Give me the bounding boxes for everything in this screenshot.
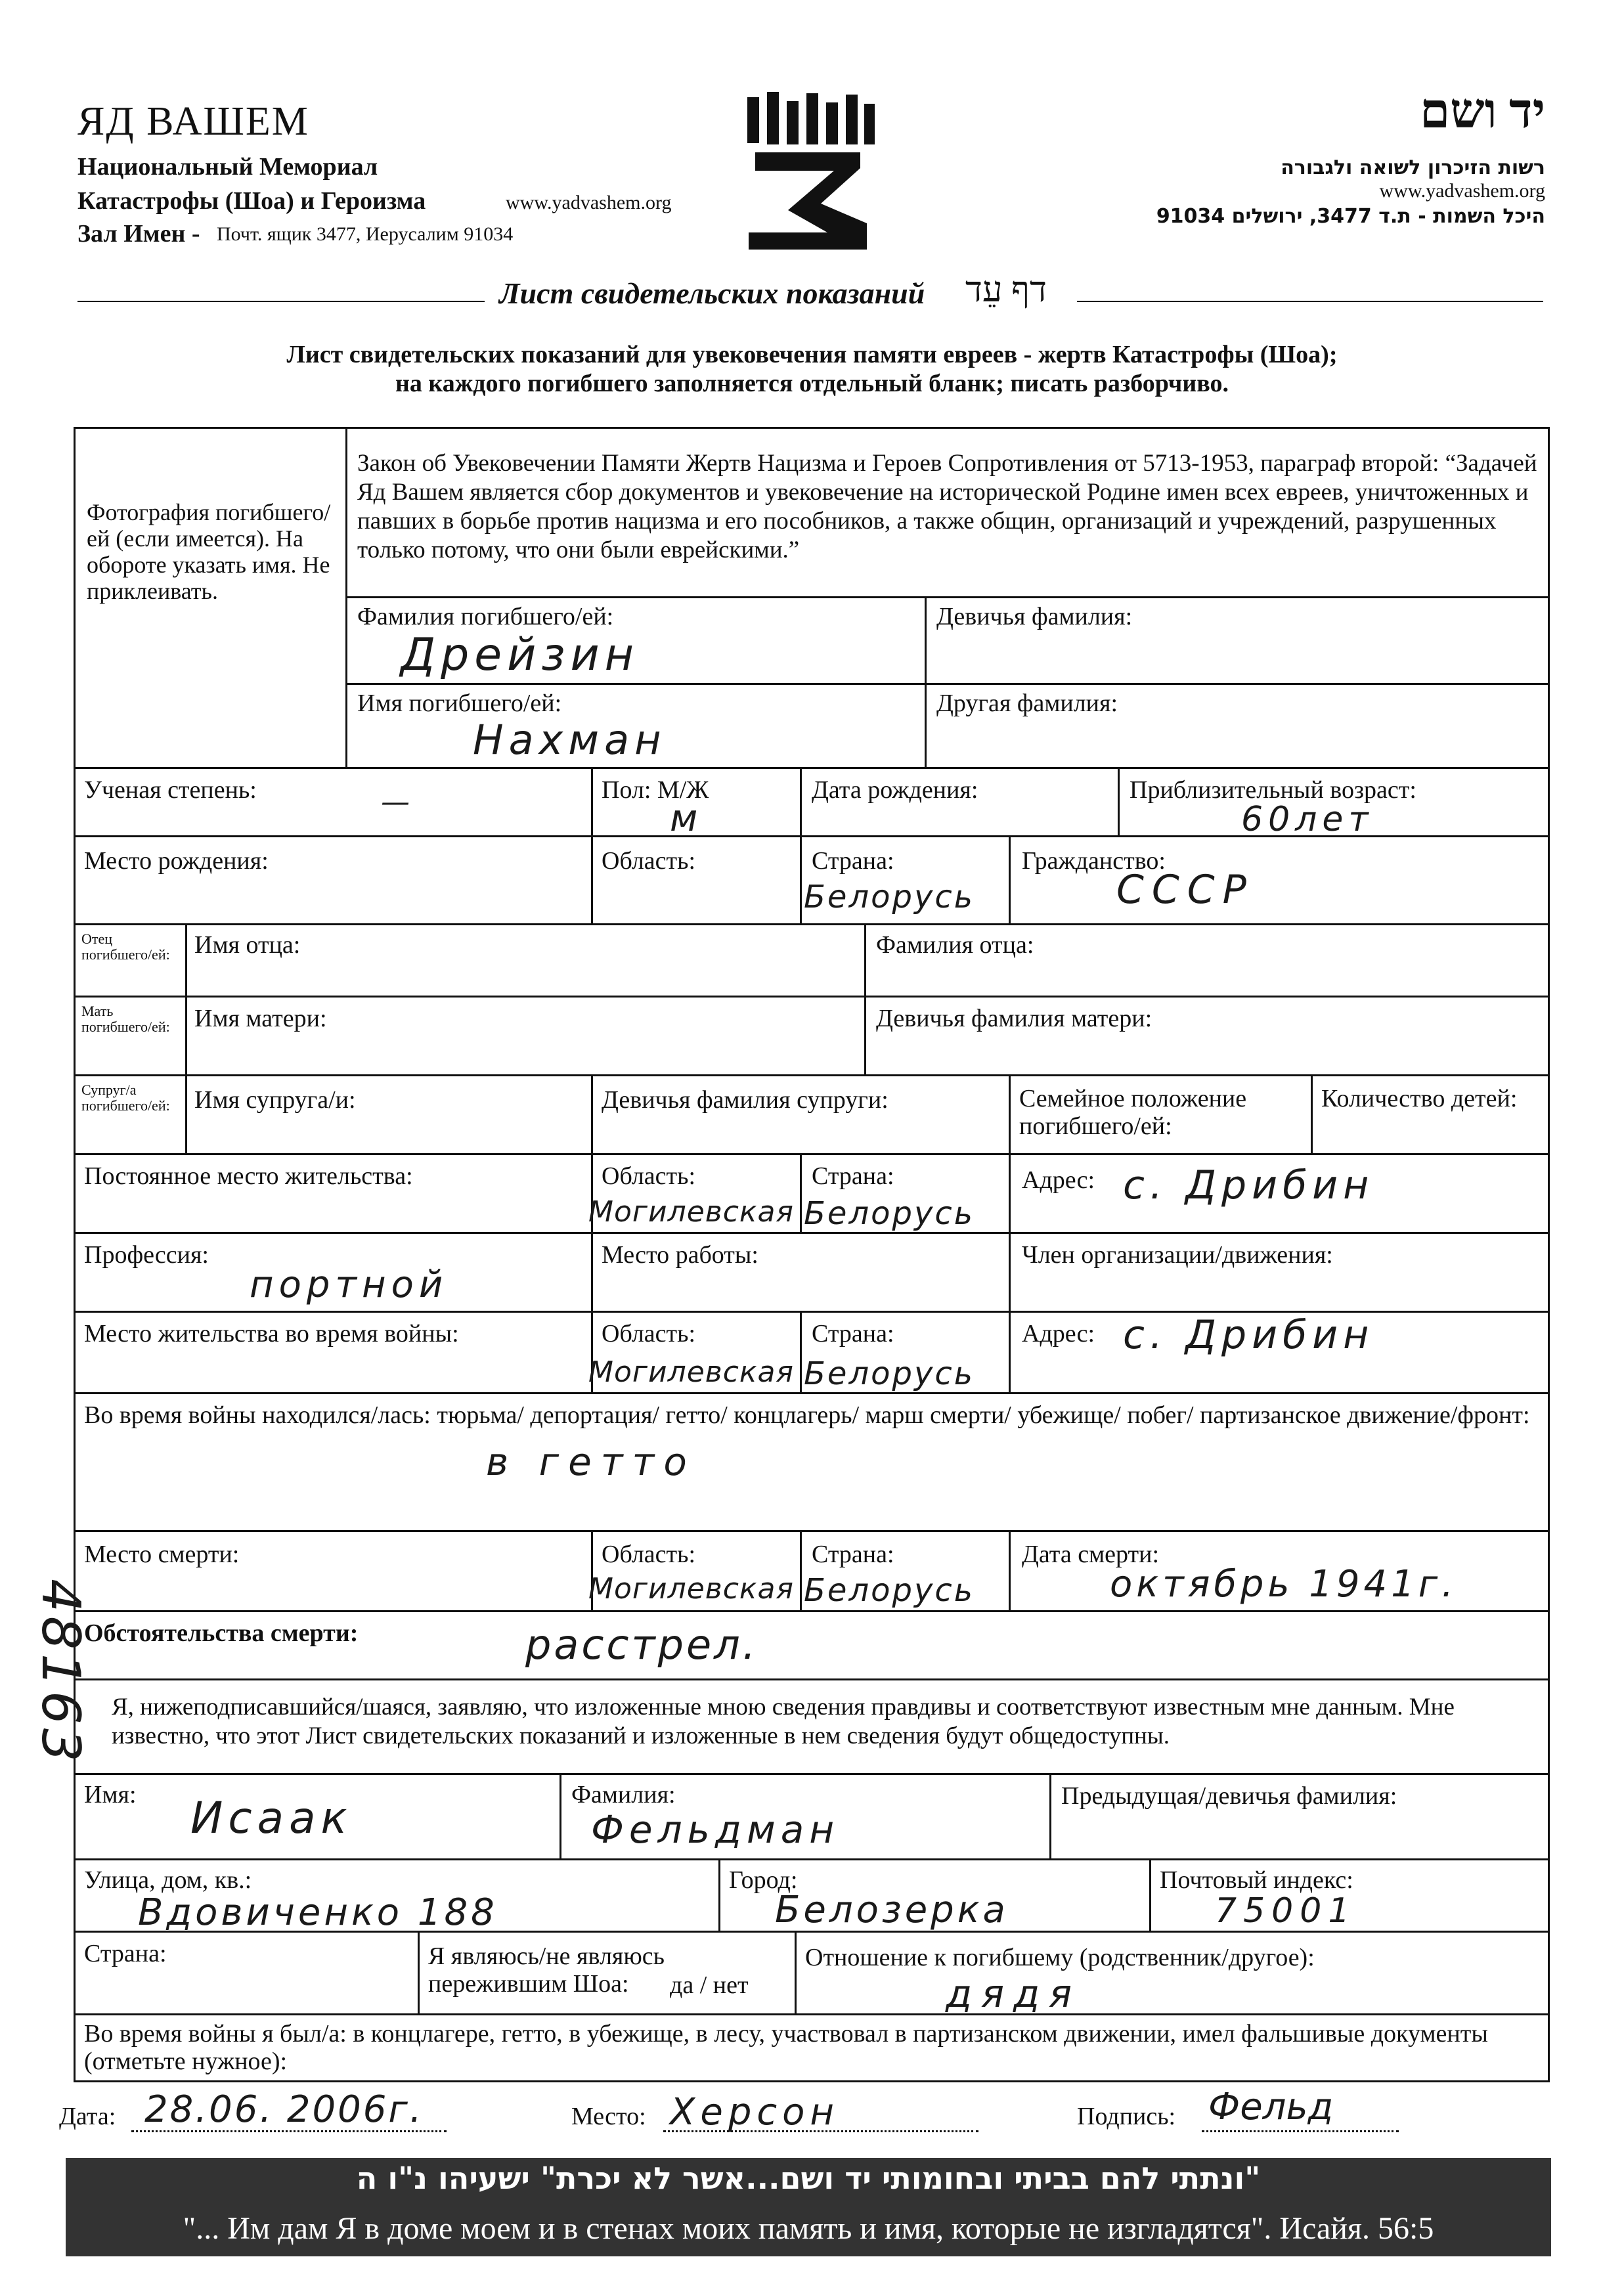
death-region-value[interactable]: Могилевская	[588, 1572, 794, 1606]
spouse-maiden-label: Девичья фамилия супруги:	[602, 1086, 889, 1114]
father-side-label: Отец погибшего/ей:	[81, 931, 170, 963]
footer-banner-ru: "... Им дам Я в доме моем и в стенах моих память и имя, которые не изгладятся". Исайя. 56:5	[183, 2211, 1434, 2246]
birth-region-label: Область:	[602, 847, 696, 875]
victim-firstname-value[interactable]: Нахман	[473, 716, 667, 764]
org-subtitle-2: Катастрофы (Шоа) и Героизма	[77, 187, 426, 215]
org-subtitle-1: Национальный Мемориал	[77, 153, 378, 181]
victim-surname-value[interactable]: Дрейзин	[401, 629, 640, 681]
submitter-surname-value[interactable]: Фельдман	[591, 1807, 840, 1852]
victim-maiden-label: Девичья фамилия:	[936, 603, 1133, 630]
hall-of-names: Зал Имен -	[77, 220, 200, 248]
residence-region-label: Область:	[602, 1162, 696, 1190]
mother-side-label: Мать погибшего/ей:	[81, 1003, 170, 1035]
degree-value[interactable]: —	[381, 785, 415, 819]
submitter-country-label: Страна:	[84, 1940, 167, 1967]
age-value[interactable]: 60лет	[1241, 800, 1374, 839]
residence-address-label: Адрес:	[1022, 1166, 1095, 1194]
war-country-label: Страна:	[812, 1320, 894, 1348]
he-line-3: היכל השמות - ת.ד 3477, ירושלים 91034	[1156, 205, 1545, 228]
city-value[interactable]: Белозерка	[775, 1889, 1009, 1931]
instructions-1: Лист свидетельских показаний для увековечения памяти евреев - жертв Катастрофы (Шоа);	[286, 341, 1338, 368]
mother-name-label: Имя матери:	[194, 1005, 327, 1032]
during-war-value[interactable]: в гетто	[486, 1439, 696, 1484]
city-label: Город:	[729, 1866, 798, 1894]
war-region-label: Область:	[602, 1320, 696, 1348]
death-place-label: Место смерти:	[84, 1541, 240, 1568]
submitter-during-war-label: Во время войны я был/а: в концлагере, гетто, в убежище, в лесу, участвовал в партизанском движении, имел фальшивые документы (отметьте нужное):	[84, 2020, 1488, 2075]
war-residence-label: Место жительства во время войны:	[84, 1320, 459, 1348]
residence-region-value[interactable]: Могилевская	[588, 1195, 794, 1229]
war-country-value[interactable]: Белорусь	[804, 1355, 975, 1392]
residence-country-label: Страна:	[812, 1162, 894, 1190]
citizenship-label: Гражданство:	[1022, 847, 1166, 875]
victim-other-surname-label: Другая фамилия:	[936, 690, 1118, 717]
children-count-label: Количество детей:	[1321, 1085, 1518, 1112]
gender-value[interactable]: м	[670, 797, 703, 840]
victim-surname-label: Фамилия погибшего/ей:	[357, 603, 614, 630]
place-label: Место:	[571, 2103, 646, 2130]
side-reference-number: 48163	[30, 1579, 91, 1766]
death-date-label: Дата смерти:	[1022, 1541, 1160, 1568]
circumstances-value[interactable]: расстрел.	[525, 1621, 758, 1669]
website-right: www.yadvashem.org	[1379, 180, 1545, 202]
declaration-text: Я, нижеподписавшийся/шаяся, заявляю, что изложенные мною сведения правдивы и соответствуют известным мне данным. Мне известно, что этот Лист свидетельских показаний и изложенные в нем сведения будут общедоступны.	[112, 1694, 1455, 1749]
profession-value[interactable]: портной	[250, 1263, 449, 1306]
birthdate-label: Дата рождения:	[812, 776, 978, 804]
residence-country-value[interactable]: Белорусь	[804, 1195, 975, 1232]
place-value[interactable]: Херсон	[670, 2091, 840, 2134]
he-line-1: רשות הזיכרון לשואה ולגבורה	[1281, 156, 1545, 179]
law-text: Закон об Увековечении Памяти Жертв Нацизма и Героев Сопротивления от 5713-1953, параграф второй: “Задачей Яд Вашем является сбор документов и увековечение на исторической Родине имен всех евреев, уничтоженных и павших в борьбе против нацизма и его пособников, а также общин, организаций и учреждений, разрушенных только потому, что они были еврейскими.”	[357, 450, 1537, 563]
instructions-2: на каждого погибшего заполняется отдельный бланк; писать разборчиво.	[395, 370, 1229, 397]
org-title-ru: ЯД ВАШЕМ	[77, 99, 309, 144]
postal-address-ru: Почт. ящик 3477, Иерусалим 91034	[217, 223, 514, 245]
birth-country-value[interactable]: Белорусь	[804, 879, 975, 915]
signature-value[interactable]: Фельд	[1208, 2086, 1334, 2128]
street-value[interactable]: Вдовиченко 188	[138, 1891, 498, 1934]
birthplace-label: Место рождения:	[84, 847, 269, 875]
signature-label: Подпись:	[1077, 2103, 1176, 2130]
relation-label: Отношение к погибшему (родственник/другое):	[805, 1944, 1315, 1971]
citizenship-value[interactable]: СССР	[1116, 867, 1254, 913]
survivor-choice[interactable]: да / нет	[670, 1971, 749, 1999]
submitter-prev-surname-label: Предыдущая/девичья фамилия:	[1061, 1782, 1397, 1810]
mother-maiden-label: Девичья фамилия матери:	[876, 1005, 1152, 1032]
date-label: Дата:	[59, 2103, 116, 2130]
photo-instructions: Фотография погибшего/ей (если имеется). На обороте указать имя. Не приклеивать.	[87, 499, 331, 604]
death-country-value[interactable]: Белорусь	[804, 1572, 975, 1609]
org-title-he: יד ושם	[1420, 85, 1545, 139]
gender-label: Пол: М/Ж	[602, 776, 709, 804]
date-value[interactable]: 28.06. 2006г.	[144, 2088, 424, 2131]
form-title-ru: Лист свидетельских показаний	[499, 276, 925, 310]
victim-firstname-label: Имя погибшего/ей:	[357, 690, 562, 717]
submitter-name-value[interactable]: Исаак	[190, 1793, 353, 1843]
submitter-name-label: Имя:	[84, 1781, 137, 1809]
death-region-label: Область:	[602, 1541, 696, 1568]
death-date-value[interactable]: октябрь 1941г.	[1110, 1563, 1458, 1606]
spouse-side-label: Супруг/а погибшего/ей:	[81, 1082, 170, 1114]
street-label: Улица, дом, кв.:	[84, 1866, 252, 1894]
website-left: www.yadvashem.org	[506, 192, 672, 213]
father-name-label: Имя отца:	[194, 931, 301, 959]
age-label: Приблизительный возраст:	[1130, 776, 1416, 804]
survivor-label: Я являюсь/не являюсь пережившим Шоа:	[428, 1942, 665, 1998]
zip-label: Почтовый индекс:	[1160, 1866, 1353, 1894]
residence-address-value[interactable]: с. Дрибин	[1123, 1162, 1374, 1208]
submitter-surname-label: Фамилия:	[571, 1781, 676, 1809]
title-rule-left	[77, 301, 485, 302]
marital-status-label: Семейное положение погибшего/ей:	[1019, 1085, 1247, 1140]
birth-country-label: Страна:	[812, 847, 894, 875]
during-war-label: Во время войны находился/лась: тюрьма/ депортация/ гетто/ концлагерь/ марш смерти/ убежище/ побег/ партизанское движение/фронт:	[84, 1401, 1530, 1429]
war-address-value[interactable]: с. Дрибин	[1123, 1312, 1374, 1358]
yad-vashem-logo	[735, 92, 887, 256]
footer-banner-he: "ונתתי להם בביתי ובחומותי יד ושם...אשר לא יכרת" ישעיהו נ"ו ה	[356, 2160, 1261, 2196]
signature-line	[1202, 2130, 1399, 2132]
permanent-residence-label: Постоянное место жительства:	[84, 1162, 413, 1190]
death-country-label: Страна:	[812, 1541, 894, 1568]
war-address-label: Адрес:	[1022, 1320, 1095, 1348]
membership-label: Член организации/движения:	[1022, 1241, 1333, 1269]
war-region-value[interactable]: Могилевская	[588, 1355, 794, 1389]
degree-label: Ученая степень:	[84, 776, 257, 804]
circumstances-label: Обстоятельства смерти:	[84, 1619, 359, 1647]
title-rule-right	[1077, 301, 1543, 302]
form-title-he: דף עֵד	[965, 270, 1047, 309]
zip-value[interactable]: 75001	[1215, 1891, 1357, 1931]
profession-label: Профессия:	[84, 1241, 209, 1269]
father-surname-label: Фамилия отца:	[876, 931, 1034, 959]
relation-value[interactable]: дядя	[946, 1971, 1081, 2016]
spouse-name-label: Имя супруга/и:	[194, 1086, 356, 1114]
workplace-label: Место работы:	[602, 1241, 758, 1269]
